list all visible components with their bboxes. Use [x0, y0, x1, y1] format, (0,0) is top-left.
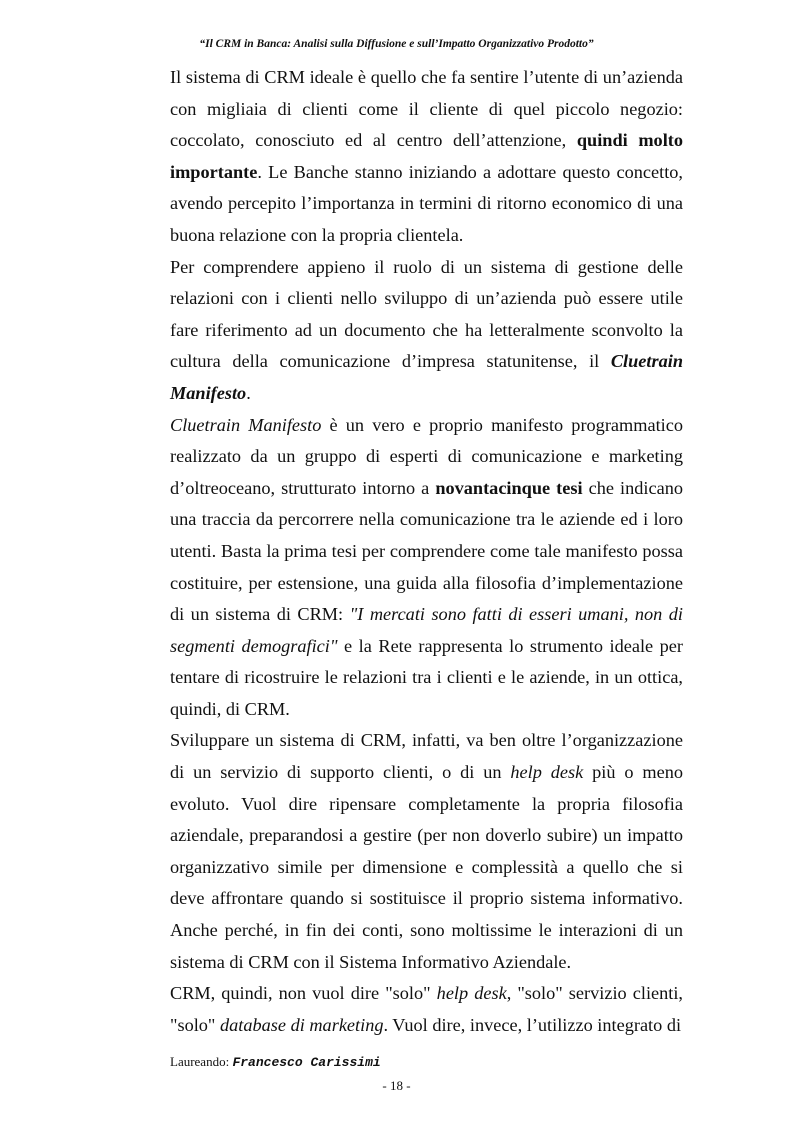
- body-text: [170, 62, 683, 1041]
- paragraph-2: Per comprendere appieno il ruolo di un sistema di gestione delle relazioni con i clienti nello sviluppo di un’azienda può essere utile fare riferimento ad un documento che ha letteralmente sconvolto la cultura della comunicazione d’impresa statunitense, il Cluetrain Manifesto.: [170, 256, 683, 403]
- page-number: - 18 -: [382, 1078, 411, 1093]
- paragraph-4: Sviluppare un sistema di CRM, infatti, va ben oltre l’organizzazione di un servizio di supporto clienti, o di un help desk più o meno evoluto. Vuol dire ripensare completamente la propria filosofia aziendale, preparandosi a gestire (per non doverlo subire) un impatto organizzativo simile per dimensione e complessità a quello che si deve affrontare quando si sostituisce il proprio sistema informativo. Anche perché, in fin dei conti, sono moltissime le interazioni di un sistema di CRM con il Sistema Informativo Aziendale.: [170, 730, 684, 972]
- paragraph-3: Cluetrain Manifesto è un vero e proprio manifesto programmatico realizzato da un gruppo di esperti di comunicazione e marketing d’oltreoceano, strutturato intorno a novantacinque tesi che indicano una traccia da percorrere nella comunicazione tra le aziende ed i loro utenti. Basta la prima tesi per comprendere come tale manifesto possa costituire, per estensione, una guida alla filosofia d’implementazione di un sistema di CRM: "I mercati sono fatti di esseri umani, non di segmenti demografici" e la Rete rappresenta lo strumento ideale per tentare di ricostruire le relazioni tra i clienti e le aziende, in un ottica, quindi, di CRM.: [170, 414, 684, 719]
- running-header: “Il CRM in Banca: Analisi sulla Diffusione e sull’Impatto Organizzativo Prodotto”: [199, 38, 594, 50]
- footer-author: [170, 1054, 381, 1070]
- cluetrain-title: Cluetrain Manifesto: [170, 351, 683, 403]
- author-name: Francesco Carissimi: [232, 1055, 381, 1070]
- author-label: Laureando:: [170, 1054, 233, 1069]
- paragraph-1: Il sistema di CRM ideale è quello che fa sentire l’utente di un’azienda con migliaia di clienti come il cliente di quel piccolo negozio: coccolato, conosciuto ed al centro dell’attenzione, quindi molto importante. Le Banche stanno iniziando a adottare questo concetto, avendo percepito l’importanza in termini di ritorno economico di una buona relazione con la propria clientela.: [170, 67, 684, 245]
- paragraph-5: CRM, quindi, non vuol dire "solo" help desk, "solo" servizio clienti, "solo" database di marketing. Vuol dire, invece, l’utilizzo integrato di: [170, 983, 684, 1035]
- quote: "I mercati sono fatti di esseri umani, non di segmenti demografici": [170, 604, 683, 656]
